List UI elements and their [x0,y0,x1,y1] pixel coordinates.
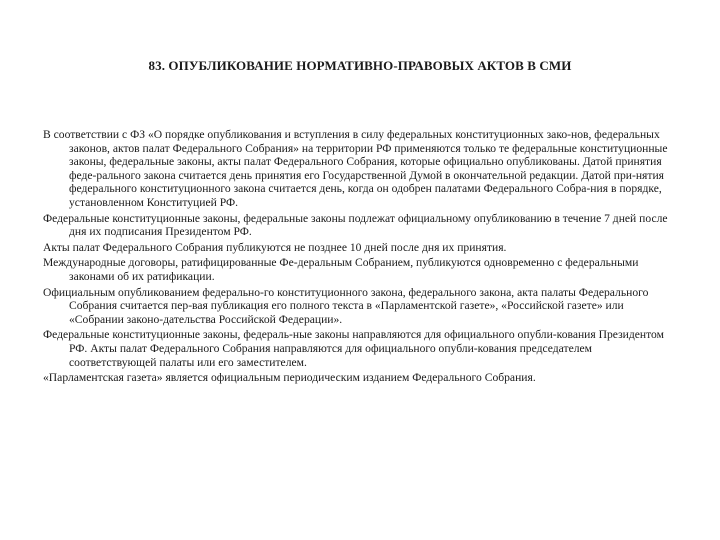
paragraph: В соответствии с ФЗ «О порядке опубликования и вступления в силу федеральных конституционных зако-нов, федеральных законов, актов палат Федерального Собрания» на территории РФ применяются только те федеральные конституционные законы, федеральные законы, акты палат Федерального Собрания, которые официально опубликованы. Датой принятия феде-рального закона считается день принятия его Государственной Думой в окончательной редакции. Датой при-нятия федерального конституционного закона считается день, когда он одобрен палатами Федерального Собра-ния в порядке, установленном Конституцией РФ. [43,128,668,209]
paragraph: Федеральные конституционные законы, федераль-ные законы направляются для официального опубли-кования Президентом РФ. Акты палат Федерального Собрания направляются для официального опубли-кования председателем соответствующей палаты или его заместителем. [43,328,664,369]
slide-body [43,128,680,387]
paragraph: Международные договоры, ратифицированные Фе-деральным Собранием, публикуются одновременно с федеральными законами об их ратификации. [43,256,639,283]
paragraph: Официальным опубликованием федерально-го конституционного закона, федерального закона, акта палаты Федерального Собрания считается пер-вая публикация его полного текста в «Парламентской газете», «Российской газете» или «Собрании законо-дательства Российской Федерации». [43,285,649,326]
paragraph: Федеральные конституционные законы, федеральные законы подлежат официальному опубликованию в течение 7 дней после дня их подписания Президентом РФ. [43,211,668,239]
slide-title: 83. ОПУБЛИКОВАНИЕ НОРМАТИВНО-ПРАВОВЫХ АКТОВ В СМИ [148,58,572,73]
paragraph: Акты палат Федерального Собрания публикуются не позднее 10 дней после дня их принятия. [43,240,507,254]
paragraph: «Парламентская газета» является официальным периодическим изданием Федерального Собрания. [43,371,536,385]
